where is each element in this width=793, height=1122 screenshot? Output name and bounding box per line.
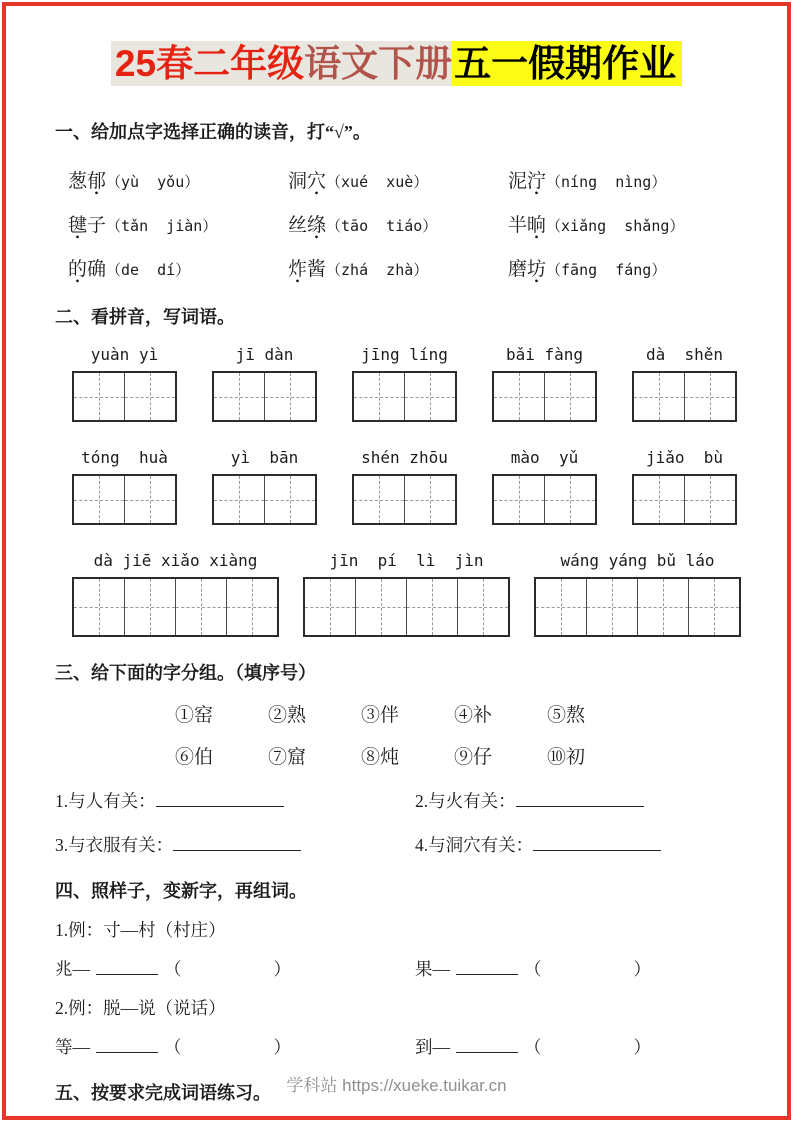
- group-question-row-2: [0, 832, 793, 857]
- section-4-heading: 四、照样子，变新字，再组词。: [55, 881, 307, 902]
- grid-cell: [125, 373, 175, 420]
- dotted-character: 穴: [307, 171, 327, 193]
- example-line-2: 2.例：脱—说（说话）: [55, 998, 226, 1019]
- pinyin-label: jī dàn: [235, 345, 294, 365]
- pinyin-choice-item: 泥泞（níng nìng）: [508, 166, 793, 193]
- grid-cell: [407, 579, 458, 635]
- numbered-character: ⑩初: [547, 747, 586, 769]
- group-question-row-1: [0, 788, 793, 813]
- pinyin-choice-item: 的确（de dí）: [68, 254, 288, 281]
- character-stem: 等—: [55, 1037, 90, 1058]
- answer-grid-box[interactable]: [632, 371, 737, 422]
- page-title: [0, 40, 793, 88]
- reading-options: （níng nìng）: [546, 173, 667, 192]
- character-stem: 到—: [415, 1037, 450, 1058]
- paren-open: （: [524, 1037, 542, 1058]
- answer-grid-box[interactable]: [492, 474, 597, 525]
- numbered-character: ⑨仔: [454, 747, 493, 769]
- paren-open: （: [524, 959, 542, 980]
- pinyin-choice-item: 丝绦（tāo tiáo）: [288, 210, 508, 237]
- answer-grid-box[interactable]: [632, 474, 737, 525]
- answer-grid-box[interactable]: [534, 577, 741, 637]
- dotted-character: 的: [68, 259, 88, 281]
- answer-grid-box[interactable]: [212, 371, 317, 422]
- numbered-character: ③伴: [361, 705, 400, 727]
- dotted-character: 晌: [527, 215, 547, 237]
- pinyin-label: dà jiē xiǎo xiàng: [93, 551, 258, 571]
- reading-options: （xiǎng shǎng）: [546, 217, 685, 236]
- reading-options: （fāng fáng）: [546, 261, 667, 280]
- reading-options: （zhá zhà）: [326, 261, 429, 280]
- dotted-character: 炸: [288, 259, 308, 281]
- reading-options: （tǎn jiàn）: [106, 217, 218, 236]
- answer-blank[interactable]: [456, 1048, 518, 1053]
- answer-grid-box[interactable]: [72, 474, 177, 525]
- numbered-character: ②熟: [268, 705, 307, 727]
- pinyin-label: dà shěn: [645, 345, 724, 365]
- grid-cell: [176, 579, 227, 635]
- grid-cell: [494, 476, 545, 523]
- question-label: 1.与人有关：: [55, 791, 156, 812]
- pinyin-choice-item: 洞穴（xué xuè）: [288, 166, 508, 193]
- pinyin-choice-item: 炸酱（zhá zhà）: [288, 254, 508, 281]
- question-label: 2.与火有关：: [415, 791, 516, 812]
- numbered-character: ①窑: [175, 705, 214, 727]
- dotted-character: 坊: [527, 259, 547, 281]
- numbered-character: ⑦窟: [268, 747, 307, 769]
- answer-blank[interactable]: [533, 846, 661, 851]
- reading-options: （yù yǒu）: [106, 173, 200, 192]
- answer-grid-box[interactable]: [352, 474, 457, 525]
- reading-options: （de dí）: [106, 261, 191, 280]
- pinyin-choice-item: 磨坊（fāng fáng）: [508, 254, 793, 281]
- pinyin-label: yuàn yì: [90, 345, 159, 365]
- grid-cell: [545, 476, 595, 523]
- paren-close: ）: [633, 1037, 651, 1058]
- reading-options: （xué xuè）: [326, 173, 429, 192]
- numbered-character: ⑥伯: [175, 747, 214, 769]
- paren-open: （: [164, 959, 182, 980]
- section-1-items: [0, 166, 793, 281]
- pinyin-word-row-2: [0, 448, 793, 525]
- grid-cell: [634, 373, 685, 420]
- section-5-heading: 五、按要求完成词语练习。: [55, 1083, 271, 1104]
- grid-cell: [494, 373, 545, 420]
- grid-cell: [125, 476, 175, 523]
- answer-grid-box[interactable]: [72, 371, 177, 422]
- pinyin-label: jīn pí lì jìn: [329, 551, 484, 571]
- new-word-row-2: [0, 1034, 793, 1059]
- pinyin-choice-item: 葱郁（yù yǒu）: [68, 166, 288, 193]
- title-highlight-text: 五一假期作业: [452, 41, 682, 86]
- grid-cell: [354, 373, 405, 420]
- pinyin-label: jiǎo bù: [645, 448, 724, 468]
- grid-cell: [125, 579, 176, 635]
- grid-cell: [74, 476, 125, 523]
- question-label: 3.与衣服有关：: [55, 835, 174, 856]
- grid-cell: [305, 579, 356, 635]
- grid-cell: [74, 373, 125, 420]
- section-2-heading: 二、看拼音，写词语。: [55, 307, 235, 328]
- grid-cell: [214, 476, 265, 523]
- dotted-character: 毽: [68, 215, 88, 237]
- grid-cell: [214, 373, 265, 420]
- pinyin-label: shén zhōu: [361, 448, 448, 468]
- dotted-character: 郁: [87, 171, 107, 193]
- dotted-character: 绦: [307, 215, 327, 237]
- answer-grid-box[interactable]: [352, 371, 457, 422]
- new-word-row-1: [0, 956, 793, 981]
- answer-grid-box[interactable]: [72, 577, 279, 637]
- example-line-1: 1.例：寸—村（村庄）: [55, 920, 226, 941]
- grid-cell: [354, 476, 405, 523]
- footer-watermark: 学科站 https://xueke.tuikar.cn: [286, 1076, 507, 1095]
- grid-cell: [634, 476, 685, 523]
- answer-blank[interactable]: [516, 802, 644, 807]
- answer-grid-box[interactable]: [303, 577, 510, 637]
- grid-cell: [638, 579, 689, 635]
- numbered-character: ⑧炖: [361, 747, 400, 769]
- answer-blank[interactable]: [156, 802, 284, 807]
- numbered-character: ⑤熬: [547, 705, 586, 727]
- answer-grid-box[interactable]: [492, 371, 597, 422]
- grid-cell: [587, 579, 638, 635]
- pinyin-word-row-1: [0, 345, 793, 422]
- grid-cell: [227, 579, 277, 635]
- pinyin-word-row-3: [0, 551, 793, 637]
- character-group-row-2: [0, 742, 793, 769]
- pinyin-choice-item: 毽子（tǎn jiàn）: [68, 210, 288, 237]
- paren-close: ）: [633, 959, 651, 980]
- grid-cell: [405, 373, 455, 420]
- reading-options: （tāo tiáo）: [326, 217, 438, 236]
- grid-cell: [458, 579, 508, 635]
- answer-blank[interactable]: [173, 846, 301, 851]
- character-group-row-1: [0, 700, 793, 727]
- title-grade-text: 25春二年级: [111, 41, 304, 86]
- grid-cell: [545, 373, 595, 420]
- question-label: 4.与洞穴有关：: [415, 835, 534, 856]
- paren-close: ）: [273, 959, 291, 980]
- dotted-character: 泞: [527, 171, 547, 193]
- character-stem: 兆—: [55, 959, 90, 980]
- grid-cell: [536, 579, 587, 635]
- grid-cell: [265, 373, 315, 420]
- section-3-heading: 三、给下面的字分组。（填序号）: [55, 663, 316, 684]
- grid-cell: [74, 579, 125, 635]
- pinyin-choice-item: 半晌（xiǎng shǎng）: [508, 210, 793, 237]
- answer-blank[interactable]: [456, 970, 518, 975]
- pinyin-label: mào yǔ: [510, 448, 579, 468]
- title-subject-text: 语文下册: [304, 43, 453, 84]
- grid-cell: [405, 476, 455, 523]
- pinyin-label: jīng líng: [361, 345, 448, 365]
- character-stem: 果—: [415, 959, 450, 980]
- answer-grid-box[interactable]: [212, 474, 317, 525]
- grid-cell: [689, 579, 739, 635]
- pinyin-label: bǎi fàng: [505, 345, 584, 365]
- grid-cell: [265, 476, 315, 523]
- answer-blank[interactable]: [96, 970, 158, 975]
- grid-cell: [356, 579, 407, 635]
- grid-cell: [685, 476, 735, 523]
- section-1-heading: 一、给加点字选择正确的读音，打“√”。: [55, 122, 371, 143]
- answer-blank[interactable]: [96, 1048, 158, 1053]
- pinyin-label: wáng yáng bǔ láo: [560, 551, 715, 571]
- pinyin-label: tóng huà: [81, 448, 168, 468]
- paren-open: （: [164, 1037, 182, 1058]
- pinyin-label: yì bān: [230, 448, 299, 468]
- paren-close: ）: [273, 1037, 291, 1058]
- numbered-character: ④补: [454, 705, 493, 727]
- grid-cell: [685, 373, 735, 420]
